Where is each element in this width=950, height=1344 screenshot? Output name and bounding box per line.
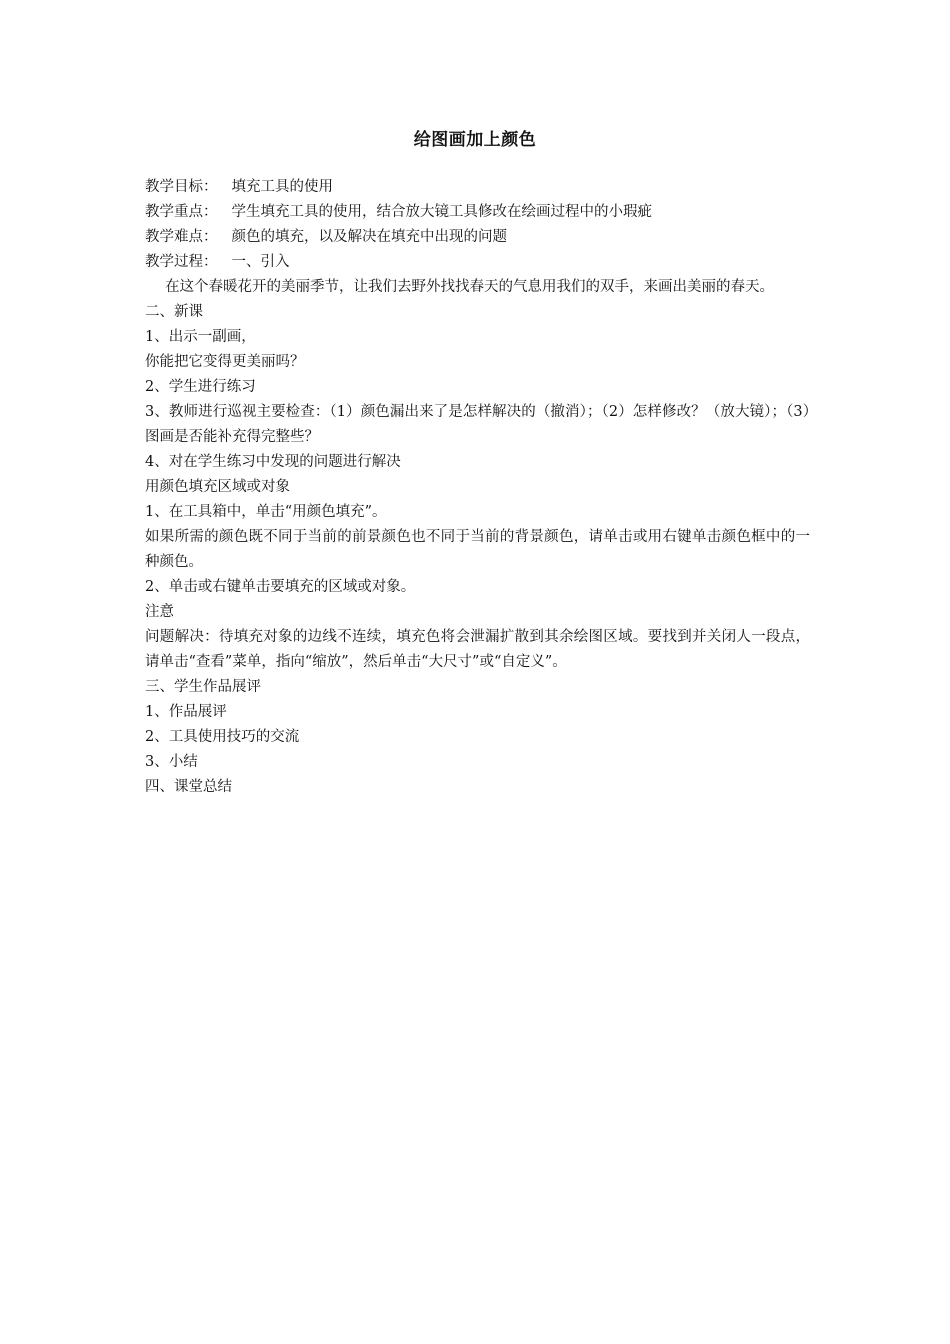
body-line: 如果所需的颜色既不同于当前的前景颜色也不同于当前的背景颜色，请单击或用右键单击颜色框中的一种颜色。: [145, 529, 810, 570]
body-line: 3、教师进行巡视主要检查：（1）颜色漏出来了是怎样解决的（撤消）；（2）怎样修改？（放大镜）；（3）图画是否能补充得完整些？: [145, 404, 810, 445]
body-line: 2、单击或右键单击要填充的区域或对象。: [145, 579, 416, 595]
body-line: 用颜色填充区域或对象: [145, 479, 290, 495]
teaching-difficulty-value: 颜色的填充，以及解决在填充中出现的问题: [231, 229, 507, 245]
body-line: 1、出示一副画，: [145, 329, 256, 345]
body-line: 二、新课: [145, 304, 203, 320]
teaching-focus: [145, 200, 810, 225]
body-line: 4、对在学生练习中发现的问题进行解决: [145, 454, 401, 470]
teaching-difficulty-label: 教学难点：: [145, 229, 218, 245]
body-line: 1、在工具箱中，单击“用颜色填充”。: [145, 504, 387, 520]
teaching-process: [145, 250, 810, 275]
document-title: 给图画加上颜色: [413, 130, 537, 150]
body-line: 你能把它变得更美丽吗？: [145, 354, 305, 370]
document-body: [145, 175, 810, 800]
intro-paragraph: 在这个春暖花开的美丽季节，让我们去野外找找春天的气息用我们的双手，来画出美丽的春天。: [165, 279, 774, 295]
body-line: 2、学生进行练习: [145, 379, 256, 395]
teaching-difficulty: [145, 225, 810, 250]
body-line: 四、课堂总结: [145, 779, 232, 795]
teaching-process-value: 一、引入: [231, 254, 290, 270]
body-line: 2、工具使用技巧的交流: [145, 729, 300, 745]
body-line: 1、作品展评: [145, 704, 227, 720]
teaching-goal: [145, 175, 810, 200]
teaching-goal-value: 填充工具的使用: [231, 179, 333, 195]
body-line: 注意: [145, 604, 174, 620]
teaching-process-label: 教学过程：: [145, 254, 218, 270]
teaching-goal-label: 教学目标：: [145, 179, 218, 195]
teaching-focus-label: 教学重点：: [145, 204, 218, 220]
body-line: 问题解决：待填充对象的边线不连续，填充色将会泄漏扩散到其余绘图区域。要找到并关闭人一段点，请单击“查看”菜单，指向“缩放”，然后单击“大尺寸”或“自定义”。: [145, 629, 810, 670]
body-line: 三、学生作品展评: [145, 679, 261, 695]
body-line: 3、小结: [145, 754, 198, 770]
teaching-focus-value: 学生填充工具的使用，结合放大镜工具修改在绘画过程中的小瑕疵: [231, 204, 652, 220]
